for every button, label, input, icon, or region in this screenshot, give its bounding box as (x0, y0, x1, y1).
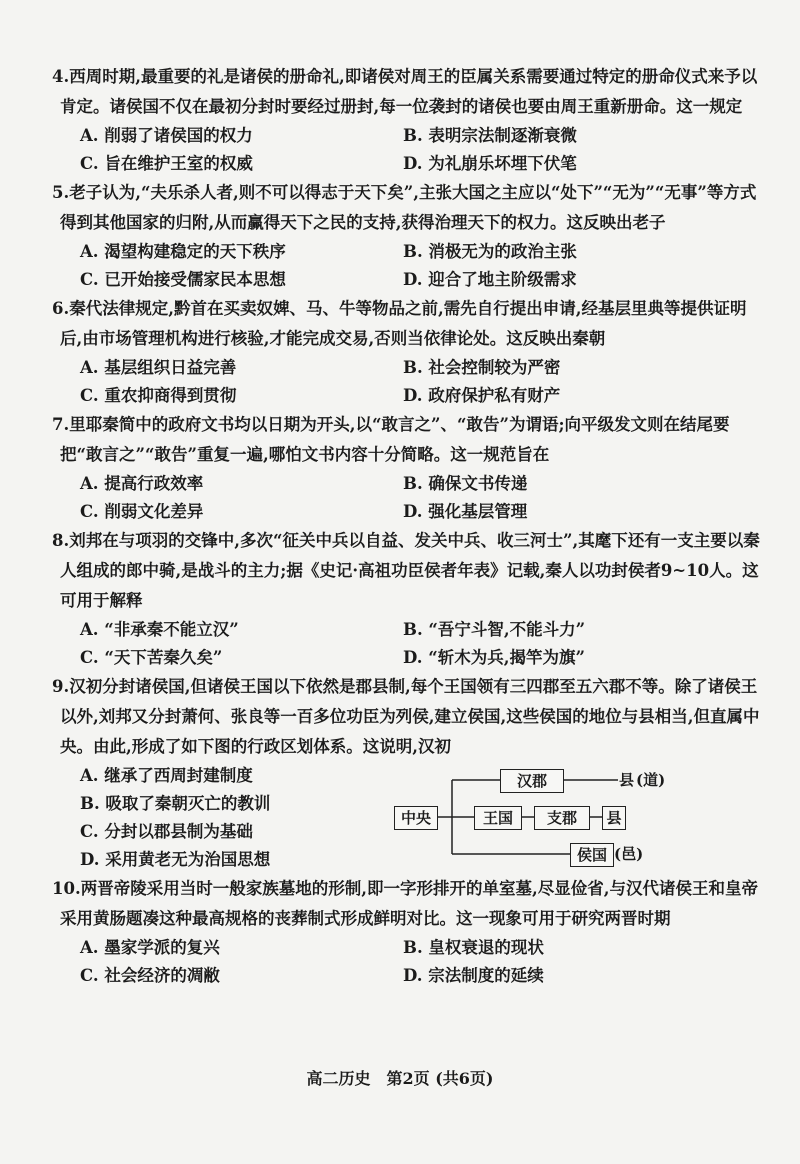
option-c[interactable]: C. 重农抑商得到贯彻 (80, 386, 237, 405)
option-a[interactable]: A. 提高行政效率 (80, 474, 204, 493)
zhi-jun-box: 支郡 (534, 806, 590, 830)
question-stem: 西周时期,最重要的礼是诸侯的册命礼,即诸侯对周王的臣属关系需要通过特定的册命仪式来予以肯定。诸侯国不仅在最初分封时要经过册封,每一位袭封的诸侯也要由周王重新册命。这一规定 (60, 67, 758, 116)
question-5 (52, 178, 760, 294)
option-b[interactable]: B. 吸取了秦朝灭亡的教训 (80, 794, 271, 813)
option-a[interactable]: A. “非承秦不能立汉” (80, 620, 239, 639)
xian-top-label: 县 (619, 771, 635, 789)
question-number: 9. (52, 677, 70, 696)
question-4 (52, 62, 760, 178)
hou-guo-box: 侯国 (570, 843, 614, 867)
xian-mid-box: 县 (602, 806, 626, 830)
option-b[interactable]: B. 表明宗法制逐渐衰微 (403, 126, 577, 145)
question-stem: 老子认为,“夫乐杀人者,则不可以得志于天下矣”,主张大国之主应以“处下”“无为”“无事”等方式得到其他国家的归附,从而赢得天下之民的支持,获得治理天下的权力。这反映出老子 (60, 183, 757, 232)
question-stem: 汉初分封诸侯国,但诸侯王国以下依然是郡县制,每个王国领有三四郡至五六郡不等。除了诸侯王以外,刘邦又分封萧何、张良等一百多位功臣为列侯,建立侯国,这些侯国的地位与县相当,但直属中央。由此,形成了如下图的行政区划体系。这说明,汉初 (60, 677, 760, 756)
option-d[interactable]: D. “斩木为兵,揭竿为旗” (403, 648, 585, 667)
option-d[interactable]: D. 采用黄老无为治国思想 (80, 850, 271, 869)
option-d[interactable]: D. 迎合了地主阶级需求 (403, 270, 577, 289)
question-stem: 刘邦在与项羽的交锋中,多次“征关中兵以自益、发关中兵、收三河士”,其麾下还有一支主要以秦人组成的郎中骑,是战斗的主力;据《史记·高祖功臣侯者年表》记载,秦人以功封侯者9~10人。这可用于解释 (60, 531, 760, 610)
option-a[interactable]: A. 继承了西周封建制度 (80, 766, 253, 785)
wang-guo-box: 王国 (474, 806, 522, 830)
option-c[interactable]: C. 已开始接受儒家民本思想 (80, 270, 286, 289)
question-stem: 两晋帝陵采用当时一般家族墓地的形制,即一字形排开的单室墓,尽显俭省,与汉代诸侯王和皇帝采用黄肠题凑这种最高规格的丧葬制式形成鲜明对比。这一现象可用于研究两晋时期 (60, 879, 758, 928)
question-number: 6. (52, 299, 70, 318)
question-number: 8. (52, 531, 70, 550)
yi-label: (邑) (614, 845, 644, 863)
question-number: 10. (52, 879, 81, 898)
option-d[interactable]: D. 强化基层管理 (403, 502, 528, 521)
option-d[interactable]: D. 宗法制度的延续 (403, 966, 544, 985)
han-jun-box: 汉郡 (500, 769, 564, 793)
option-d[interactable]: D. 政府保护私有财产 (403, 386, 561, 405)
option-b[interactable]: B. 皇权衰退的现状 (403, 938, 544, 957)
question-9 (52, 672, 760, 874)
option-c[interactable]: C. 削弱文化差异 (80, 502, 204, 521)
option-a[interactable]: A. 基层组织日益完善 (80, 358, 237, 377)
administrative-division-diagram (390, 764, 670, 874)
question-7 (52, 410, 760, 526)
option-b[interactable]: B. 社会控制较为严密 (403, 358, 561, 377)
question-8 (52, 526, 760, 672)
question-stem: 秦代法律规定,黔首在买卖奴婢、马、牛等物品之前,需先自行提出申请,经基层里典等提供证明后,由市场管理机构进行核验,才能完成交易,否则当依律论处。这反映出秦朝 (60, 299, 747, 348)
option-c[interactable]: C. 旨在维护王室的权威 (80, 154, 253, 173)
option-b[interactable]: B. 消极无为的政治主张 (403, 242, 577, 261)
option-a[interactable]: A. 渴望构建稳定的天下秩序 (80, 242, 286, 261)
option-c[interactable]: C. 社会经济的凋敝 (80, 966, 220, 985)
question-number: 5. (52, 183, 70, 202)
question-6 (52, 294, 760, 410)
question-10 (52, 874, 760, 990)
option-a[interactable]: A. 墨家学派的复兴 (80, 938, 220, 957)
dao-label: (道) (636, 771, 666, 789)
question-stem: 里耶秦简中的政府文书均以日期为开头,以“敢言之”、“敢告”为谓语;向平级发文则在结尾要把“敢言之”“敢告”重复一遍,哪怕文书内容十分简略。这一规范旨在 (60, 415, 730, 464)
question-number: 7. (52, 415, 70, 434)
option-b[interactable]: B. “吾宁斗智,不能斗力” (403, 620, 586, 639)
center-box: 中央 (394, 806, 438, 830)
option-b[interactable]: B. 确保文书传递 (403, 474, 528, 493)
option-d[interactable]: D. 为礼崩乐坏埋下伏笔 (403, 154, 577, 173)
question-list (52, 62, 760, 672)
question-number: 4. (52, 67, 70, 86)
page-footer: 高二历史 第2页 (共6页) (306, 1069, 494, 1088)
option-c[interactable]: C. 分封以郡县制为基础 (80, 822, 253, 841)
option-a[interactable]: A. 削弱了诸侯国的权力 (80, 126, 253, 145)
option-c[interactable]: C. “天下苦秦久矣” (80, 648, 223, 667)
